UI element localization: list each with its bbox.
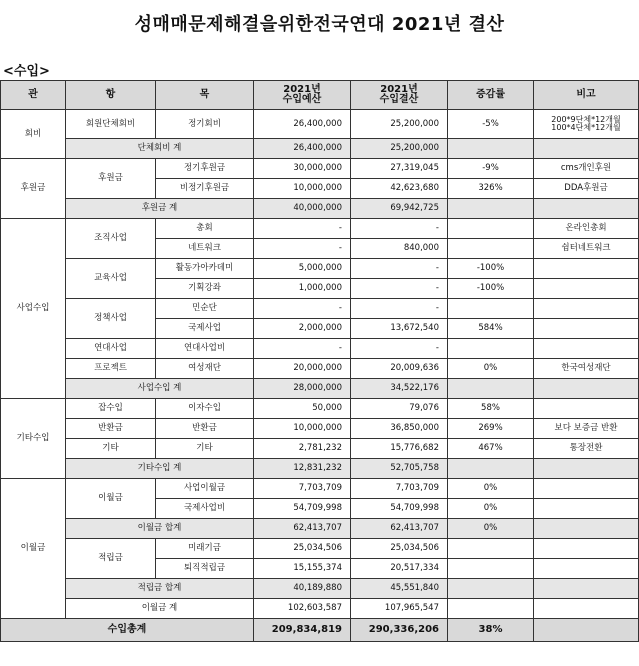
header-row bbox=[1, 81, 639, 110]
income-table bbox=[0, 80, 639, 642]
budget-cell: 5,000,000 bbox=[254, 259, 351, 279]
settle-cell: - bbox=[351, 259, 448, 279]
rate-cell: 0% bbox=[448, 359, 534, 379]
gwan-cell: 회비 bbox=[1, 110, 66, 159]
table-row bbox=[1, 399, 639, 419]
settle-cell: - bbox=[351, 299, 448, 319]
note-cell: 200*9단체*12개월 100*4단체*12개월 bbox=[534, 110, 639, 139]
table-row bbox=[1, 539, 639, 559]
hang-cell: 연대사업 bbox=[66, 339, 156, 359]
note-cell bbox=[534, 139, 639, 159]
rate-cell: -100% bbox=[448, 259, 534, 279]
header-hang: 항 bbox=[66, 81, 156, 110]
note-cell bbox=[534, 479, 639, 499]
rate-cell: -100% bbox=[448, 279, 534, 299]
settle-cell: 79,076 bbox=[351, 399, 448, 419]
settle-cell: 52,705,758 bbox=[351, 459, 448, 479]
total-budget: 209,834,819 bbox=[254, 619, 351, 642]
hang-cell: 정책사업 bbox=[66, 299, 156, 339]
mok-cell: 여성재단 bbox=[156, 359, 254, 379]
budget-cell: 102,603,587 bbox=[254, 599, 351, 619]
subtotal-row bbox=[1, 579, 639, 599]
settle-cell: 20,517,334 bbox=[351, 559, 448, 579]
budget-cell: - bbox=[254, 299, 351, 319]
mok-cell: 기타 bbox=[156, 439, 254, 459]
hang-cell: 회원단체회비 bbox=[66, 110, 156, 139]
budget-cell: 26,400,000 bbox=[254, 110, 351, 139]
mok-cell: 퇴직적립금 bbox=[156, 559, 254, 579]
total-note bbox=[534, 619, 639, 642]
table-row bbox=[1, 419, 639, 439]
settle-cell: 27,319,045 bbox=[351, 159, 448, 179]
note-cell bbox=[534, 499, 639, 519]
subtotal-label: 사업수입 계 bbox=[66, 379, 254, 399]
settle-cell: 45,551,840 bbox=[351, 579, 448, 599]
header-note: 비고 bbox=[534, 81, 639, 110]
mok-cell: 비정기후원금 bbox=[156, 179, 254, 199]
subtotal-label: 단체회비 계 bbox=[66, 139, 254, 159]
settle-cell: 15,776,682 bbox=[351, 439, 448, 459]
budget-cell: 2,781,232 bbox=[254, 439, 351, 459]
settle-cell: 25,200,000 bbox=[351, 110, 448, 139]
budget-cell: 30,000,000 bbox=[254, 159, 351, 179]
rate-cell: 0% bbox=[448, 519, 534, 539]
table-row bbox=[1, 110, 639, 139]
mok-cell: 미래기금 bbox=[156, 539, 254, 559]
budget-cell: 20,000,000 bbox=[254, 359, 351, 379]
budget-cell: 40,000,000 bbox=[254, 199, 351, 219]
note-cell bbox=[534, 399, 639, 419]
budget-cell: 28,000,000 bbox=[254, 379, 351, 399]
rate-cell bbox=[448, 539, 534, 559]
mok-cell: 총회 bbox=[156, 219, 254, 239]
header-settle: 2021년 수입결산 bbox=[351, 81, 448, 110]
rate-cell bbox=[448, 579, 534, 599]
mok-cell: 민순단 bbox=[156, 299, 254, 319]
hang-cell: 이월금 bbox=[66, 479, 156, 519]
page-title: 성매매문제해결을위한전국연대 2021년 결산 bbox=[134, 14, 505, 35]
mok-cell: 정기후원금 bbox=[156, 159, 254, 179]
hang-cell: 적립금 bbox=[66, 539, 156, 579]
note-cell bbox=[534, 559, 639, 579]
subtotal-row bbox=[1, 379, 639, 399]
header-budget: 2021년 수입예산 bbox=[254, 81, 351, 110]
table-row bbox=[1, 479, 639, 499]
rate-cell bbox=[448, 139, 534, 159]
rate-cell bbox=[448, 379, 534, 399]
subtotal-label: 이월금 계 bbox=[66, 599, 254, 619]
budget-cell: 10,000,000 bbox=[254, 419, 351, 439]
table-row bbox=[1, 219, 639, 239]
budget-cell: 15,155,374 bbox=[254, 559, 351, 579]
settle-cell: - bbox=[351, 279, 448, 299]
subtotal-row bbox=[1, 599, 639, 619]
budget-cell: 40,189,880 bbox=[254, 579, 351, 599]
rate-cell: 467% bbox=[448, 439, 534, 459]
budget-cell: 50,000 bbox=[254, 399, 351, 419]
mok-cell: 정기회비 bbox=[156, 110, 254, 139]
note-cell bbox=[534, 599, 639, 619]
mok-cell: 활동가아카데미 bbox=[156, 259, 254, 279]
rate-cell bbox=[448, 219, 534, 239]
table-row bbox=[1, 339, 639, 359]
settle-cell: 25,034,506 bbox=[351, 539, 448, 559]
settle-cell: 62,413,707 bbox=[351, 519, 448, 539]
subtotal-label: 후원금 계 bbox=[66, 199, 254, 219]
note-cell bbox=[534, 339, 639, 359]
mok-cell: 사업이월금 bbox=[156, 479, 254, 499]
table-row bbox=[1, 439, 639, 459]
mok-cell: 기획강좌 bbox=[156, 279, 254, 299]
table-row bbox=[1, 259, 639, 279]
budget-cell: 62,413,707 bbox=[254, 519, 351, 539]
hang-cell: 조직사업 bbox=[66, 219, 156, 259]
settle-cell: 20,009,636 bbox=[351, 359, 448, 379]
rate-cell: 326% bbox=[448, 179, 534, 199]
note-cell bbox=[534, 199, 639, 219]
rate-cell bbox=[448, 459, 534, 479]
rate-cell: 269% bbox=[448, 419, 534, 439]
budget-cell: - bbox=[254, 339, 351, 359]
subtotal-row bbox=[1, 459, 639, 479]
rate-cell: 0% bbox=[448, 499, 534, 519]
rate-cell: -9% bbox=[448, 159, 534, 179]
budget-cell: - bbox=[254, 219, 351, 239]
subtotal-label: 적립금 합계 bbox=[66, 579, 254, 599]
mok-cell: 반환금 bbox=[156, 419, 254, 439]
total-label: 수입총계 bbox=[1, 619, 254, 642]
note-cell bbox=[534, 459, 639, 479]
subtotal-label: 기타수입 계 bbox=[66, 459, 254, 479]
mok-cell: 국제사업비 bbox=[156, 499, 254, 519]
budget-cell: 26,400,000 bbox=[254, 139, 351, 159]
budget-cell: 7,703,709 bbox=[254, 479, 351, 499]
settle-cell: - bbox=[351, 339, 448, 359]
budget-cell: 25,034,506 bbox=[254, 539, 351, 559]
settle-cell: 69,942,725 bbox=[351, 199, 448, 219]
rate-cell: 58% bbox=[448, 399, 534, 419]
settle-cell: 54,709,998 bbox=[351, 499, 448, 519]
rate-cell bbox=[448, 599, 534, 619]
table-row bbox=[1, 299, 639, 319]
note-cell bbox=[534, 319, 639, 339]
budget-cell: 12,831,232 bbox=[254, 459, 351, 479]
subtotal-row bbox=[1, 519, 639, 539]
gwan-cell: 사업수입 bbox=[1, 219, 66, 399]
hang-cell: 반환금 bbox=[66, 419, 156, 439]
hang-cell: 교육사업 bbox=[66, 259, 156, 299]
note-cell: 보다 보증금 반환 bbox=[534, 419, 639, 439]
header-rate: 증감률 bbox=[448, 81, 534, 110]
note-cell bbox=[534, 539, 639, 559]
hang-cell: 기타 bbox=[66, 439, 156, 459]
settle-cell: 107,965,547 bbox=[351, 599, 448, 619]
total-settle: 290,336,206 bbox=[351, 619, 448, 642]
total-rate: 38% bbox=[448, 619, 534, 642]
settle-cell: 7,703,709 bbox=[351, 479, 448, 499]
settle-cell: 13,672,540 bbox=[351, 319, 448, 339]
note-cell: cms개인후원 bbox=[534, 159, 639, 179]
note-cell: 통장전환 bbox=[534, 439, 639, 459]
rate-cell bbox=[448, 339, 534, 359]
section-label: <수입> bbox=[3, 64, 50, 79]
mok-cell: 이자수입 bbox=[156, 399, 254, 419]
rate-cell bbox=[448, 199, 534, 219]
gwan-cell: 후원금 bbox=[1, 159, 66, 219]
settle-cell: 36,850,000 bbox=[351, 419, 448, 439]
budget-cell: 54,709,998 bbox=[254, 499, 351, 519]
hang-cell: 후원금 bbox=[66, 159, 156, 199]
gwan-cell: 이월금 bbox=[1, 479, 66, 619]
subtotal-row bbox=[1, 139, 639, 159]
table-row bbox=[1, 159, 639, 179]
mok-cell: 국제사업 bbox=[156, 319, 254, 339]
rate-cell: -5% bbox=[448, 110, 534, 139]
total-row bbox=[1, 619, 639, 642]
budget-cell: 10,000,000 bbox=[254, 179, 351, 199]
budget-cell: 2,000,000 bbox=[254, 319, 351, 339]
settle-cell: 25,200,000 bbox=[351, 139, 448, 159]
settle-cell: 840,000 bbox=[351, 239, 448, 259]
budget-cell: 1,000,000 bbox=[254, 279, 351, 299]
subtotal-label: 이월금 합계 bbox=[66, 519, 254, 539]
note-cell bbox=[534, 519, 639, 539]
rate-cell bbox=[448, 239, 534, 259]
note-cell bbox=[534, 299, 639, 319]
hang-cell: 프로젝트 bbox=[66, 359, 156, 379]
settle-cell: - bbox=[351, 219, 448, 239]
note-cell bbox=[534, 259, 639, 279]
note-cell bbox=[534, 579, 639, 599]
settle-cell: 34,522,176 bbox=[351, 379, 448, 399]
budget-cell: - bbox=[254, 239, 351, 259]
gwan-cell: 기타수입 bbox=[1, 399, 66, 479]
note-cell bbox=[534, 279, 639, 299]
note-cell: 한국여성재단 bbox=[534, 359, 639, 379]
hang-cell: 잡수입 bbox=[66, 399, 156, 419]
rate-cell: 584% bbox=[448, 319, 534, 339]
mok-cell: 네트워크 bbox=[156, 239, 254, 259]
note-cell bbox=[534, 379, 639, 399]
note-cell: 쉼터네트워크 bbox=[534, 239, 639, 259]
note-cell: DDA후원금 bbox=[534, 179, 639, 199]
note-cell: 온라인총회 bbox=[534, 219, 639, 239]
header-gwan: 관 bbox=[1, 81, 66, 110]
table-row bbox=[1, 359, 639, 379]
header-mok: 목 bbox=[156, 81, 254, 110]
rate-cell bbox=[448, 559, 534, 579]
mok-cell: 연대사업비 bbox=[156, 339, 254, 359]
subtotal-row bbox=[1, 199, 639, 219]
rate-cell: 0% bbox=[448, 479, 534, 499]
settle-cell: 42,623,680 bbox=[351, 179, 448, 199]
rate-cell bbox=[448, 299, 534, 319]
